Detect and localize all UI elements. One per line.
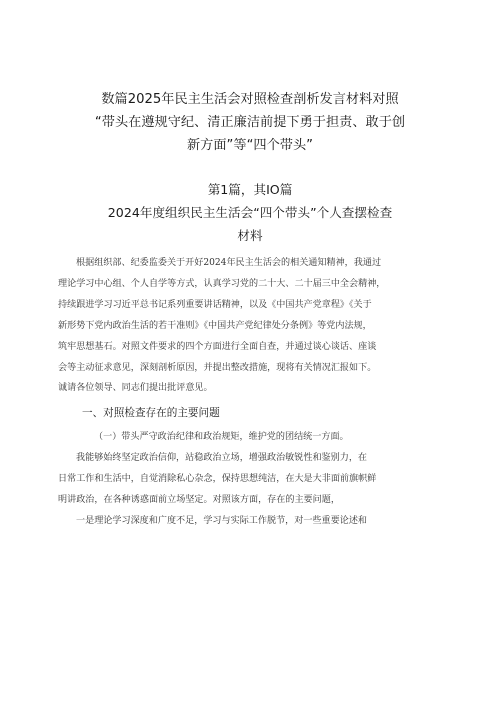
body-line: 我能够始终坚定政治信仰，站稳政治立场，增强政治敏锐性和鉴别力，在	[76, 453, 368, 464]
document-body	[58, 253, 442, 532]
intro-paragraph	[58, 253, 442, 399]
intro-line: 理论学习中心组、个人自学等方式，认真学习党的二十大、二十届三中全会精神，	[58, 278, 386, 289]
sub-heading: （一）带头严守政治纪律和政治规矩，维护党的团结统一方面。	[94, 432, 349, 443]
article-title-line-2: 材料	[237, 228, 263, 243]
body-paragraph	[58, 511, 442, 532]
intro-line: 持续跟进学习习近平总书记系列重要讲话精神，以及《中国共产党章程》《关于	[58, 299, 372, 310]
article-title-line-1: 2024年度组织民主生活会“四个带头”个人查摆检查	[107, 205, 393, 220]
article-number: 第1篇，其IO篇	[207, 182, 293, 197]
document-title	[58, 88, 442, 157]
intro-line: 筑牢思想基石。对照文件要求的四个方面进行全面自查，并通过谈心谈话、座谈	[58, 341, 377, 352]
body-line: 一是理论学习深度和广度不足，学习与实际工作脱节，对一些重要论述和	[76, 516, 368, 527]
title-line-2: “带头在遵规守纪、清正廉洁前提下勇于担责、敢于创	[94, 115, 406, 130]
article-header	[58, 178, 442, 247]
intro-line: 根据组织部、纪委监委关于开好2024年民主生活会的相关通知精神，我通过	[76, 258, 382, 268]
section-heading: 一、对照检查存在的主要问题	[82, 407, 220, 420]
title-line-1: 数篇2025年民主生活会对照检查剖析发言材料对照	[101, 92, 399, 107]
body-line: 日常工作和生活中，自觉消除私心杂念，保持思想纯洁，在大是大非面前旗帜鲜	[58, 474, 377, 485]
title-line-3: 新方面”等“四个带头”	[187, 138, 313, 153]
intro-line: 会等主动征求意见，深刻剖析原因，并提出整改措施，现将有关情况汇报如下。	[58, 362, 377, 373]
body-line: 明讲政治，在各种诱惑面前立场坚定。对照该方面，存在的主要问题，	[58, 495, 340, 506]
intro-line: 诚请各位领导、同志们提出批评意见。	[58, 383, 213, 394]
intro-line: 新形势下党内政治生活的若干准则》《中国共产党纪律处分条例》等党内法规，	[58, 320, 372, 331]
body-paragraph	[58, 448, 442, 511]
